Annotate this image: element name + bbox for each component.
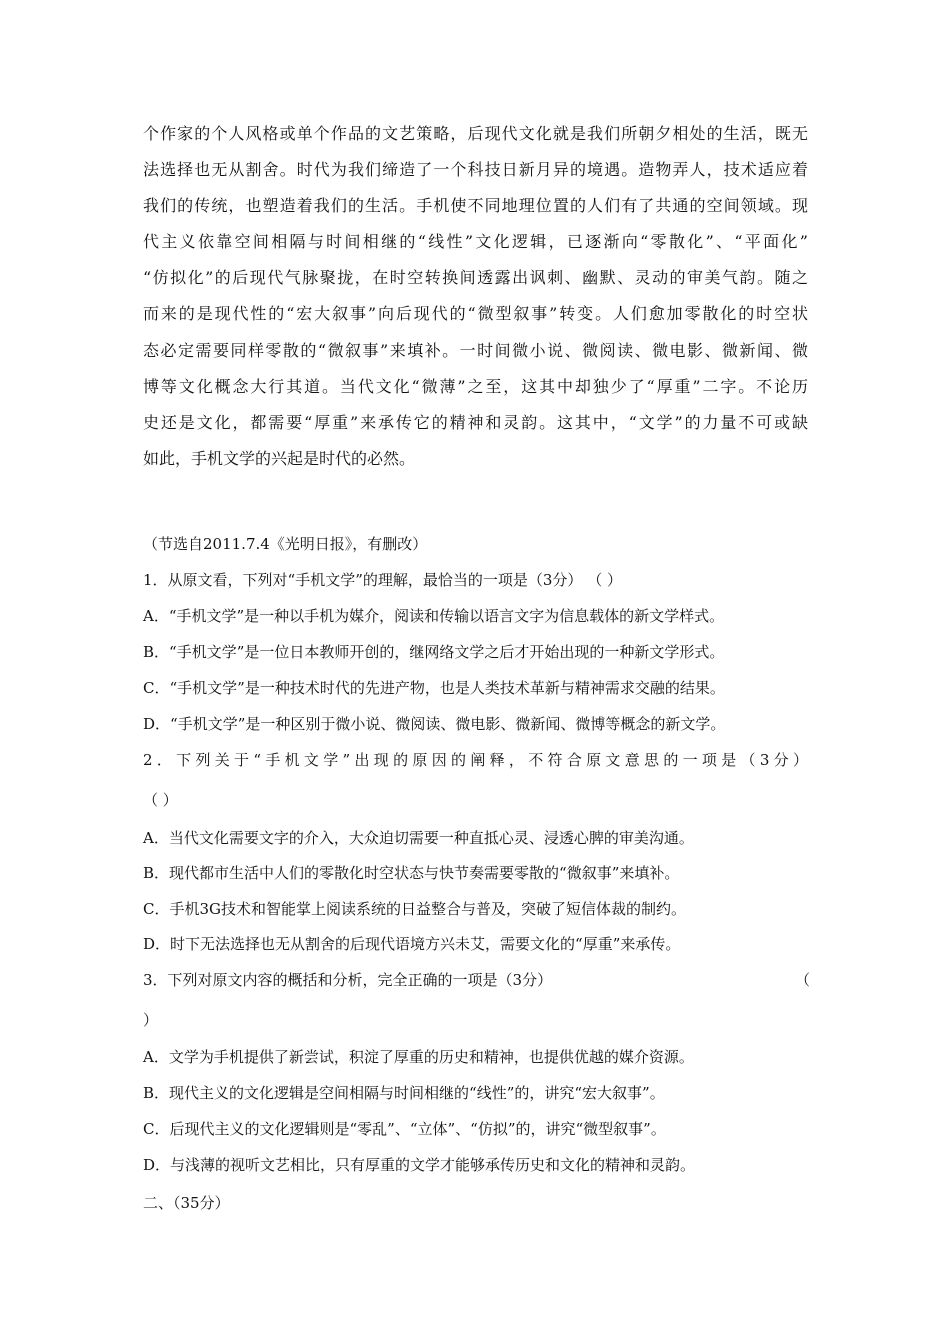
passage-paragraph	[143, 116, 808, 477]
passage-line: 我们的传统，也塑造着我们的生活。手机使不同地理位置的人们有了共通的空间领域。现	[143, 196, 808, 216]
question-2-option-a: A．当代文化需要文字的介入，大众迫切需要一种直抵心灵、浸透心脾的审美沟通。	[143, 829, 694, 847]
question-1-stem: 1．从原文看，下列对“手机文学”的理解，最恰当的一项是（3分） （ ）	[143, 571, 622, 589]
section-heading: 二、（35分）	[143, 1194, 230, 1212]
passage-line: 如此，手机文学的兴起是时代的必然。	[143, 448, 416, 468]
passage-line: 代主义依靠空间相隔与时间相继的“线性”文化逻辑，已逐渐向“零散化”、“平面化”	[143, 232, 808, 252]
passage-line: 态必定需要同样零散的“微叙事”来填补。一时间微小说、微阅读、微电影、微新闻、微	[143, 340, 808, 360]
question-3-option-d: D．与浅薄的视听文艺相比，只有厚重的文学才能够承传历史和文化的精神和灵韵。	[143, 1156, 696, 1174]
source-note: （节选自2011.7.4《光明日报》，有删改）	[143, 535, 428, 553]
question-1-option-d: D．“手机文学”是一种区别于微小说、微阅读、微电影、微新闻、微博等概念的新文学。	[143, 715, 726, 733]
question-1-option-c: C．“手机文学”是一种技术时代的先进产物，也是人类技术革新与精神需求交融的结果。	[143, 679, 725, 697]
question-2-option-b: B．现代都市生活中人们的零散化时空状态与快节奏需要零散的“微叙事”来填补。	[143, 864, 680, 882]
question-3-option-b: B．现代主义的文化逻辑是空间相隔与时间相继的“线性”的，讲究“宏大叙事”。	[143, 1084, 665, 1102]
question-3-option-c: C．后现代主义的文化逻辑则是“零乱”、“立体”、“仿拟”的，讲究“微型叙事”。	[143, 1120, 666, 1138]
question-1-option-b: B．“手机文学”是一位日本教师开创的，继网络文学之后才开始出现的一种新文学形式。	[143, 643, 725, 661]
question-2-stem: 2．下列关于“手机文学”出现的原因的阐释，不符合原文意思的一项是（3分）	[143, 751, 808, 769]
question-3-bracket-close: ）	[143, 1011, 159, 1029]
passage-line: 法选择也无从割舍。时代为我们缔造了一个科技日新月异的境遇。造物弄人，技术适应着	[143, 160, 808, 180]
question-2-option-c: C．手机3G技术和智能掌上阅读系统的日益整合与普及，突破了短信体裁的制约。	[143, 900, 687, 918]
question-2-option-d: D．时下无法选择也无从割舍的后现代语境方兴未艾，需要文化的“厚重”来承传。	[143, 935, 681, 953]
passage-line: 个作家的个人风格或单个作品的文艺策略，后现代文化就是我们所朝夕相处的生活，既无	[143, 124, 808, 143]
passage-line: “仿拟化”的后现代气脉聚拢，在时空转换间透露出讽刺、幽默、灵动的审美气韵。随之	[143, 268, 808, 288]
question-1-option-a: A．“手机文学”是一种以手机为媒介，阅读和传输以语言文字为信息载体的新文学样式。	[143, 607, 725, 625]
passage-line: 而来的是现代性的“宏大叙事”向后现代的“微型叙事”转变。人们愈加零散化的时空状	[143, 304, 808, 324]
question-3-bracket-open: （	[795, 971, 811, 989]
passage-line: 博等文化概念大行其道。当代文化“微薄”之至，这其中却独少了“厚重”二字。不论历	[143, 376, 808, 396]
passage-line: 史还是文化，都需要“厚重”来承传它的精神和灵韵。这其中，“文学”的力量不可或缺	[143, 412, 808, 432]
question-3-option-a: A．文学为手机提供了新尝试，积淀了厚重的历史和精神，也提供优越的媒介资源。	[143, 1048, 694, 1066]
question-3-stem: 3．下列对原文内容的概括和分析，完全正确的一项是（3分）	[143, 971, 553, 989]
question-2-answer-bracket: （ ）	[143, 791, 178, 809]
